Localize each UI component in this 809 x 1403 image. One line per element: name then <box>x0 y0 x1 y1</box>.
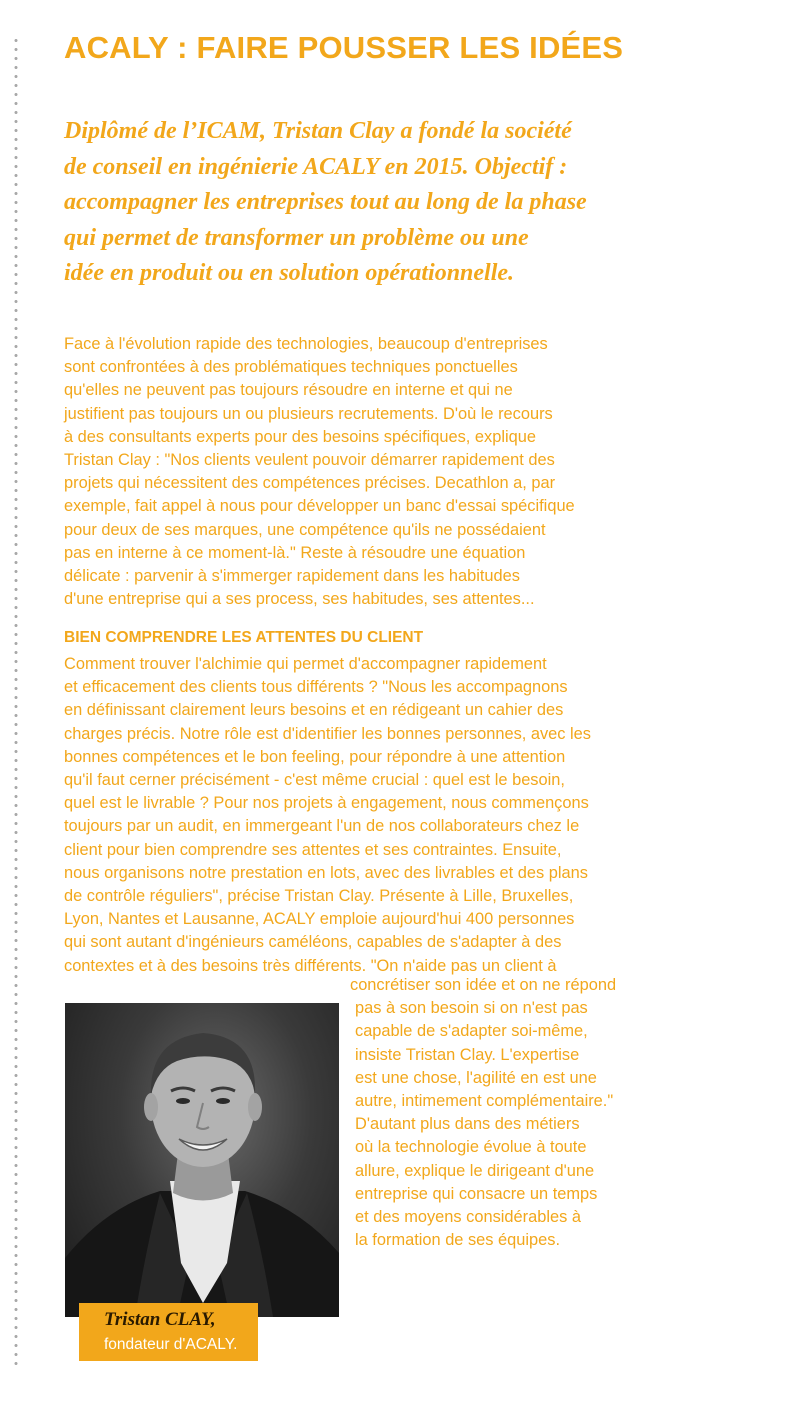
text-line: délicate : parvenir à s'immerger rapidement dans les habitudes <box>64 567 520 586</box>
text-line: charges précis. Notre rôle est d'identifier les bonnes personnes, avec les <box>64 724 591 743</box>
article-title: ACALY : FAIRE POUSSER LES IDÉES <box>64 30 624 65</box>
text-line: d'une entreprise qui a ses process, ses habitudes, ses attentes... <box>64 590 535 609</box>
text-line: qu'il faut cerner précisément - c'est même crucial : quel est le besoin, <box>64 771 565 790</box>
article-intro <box>64 114 684 292</box>
portrait-illustration <box>65 1003 339 1317</box>
text-line: allure, explique le dirigeant d'une <box>355 1161 595 1180</box>
text-line: client pour bien comprendre ses attentes et ses contraintes. Ensuite, <box>64 840 562 859</box>
text-line: Lyon, Nantes et Lausanne, ACALY emploie aujourd'hui 400 personnes <box>64 910 575 929</box>
page-footer-cropped <box>500 1393 800 1403</box>
section-subheading: BIEN COMPRENDRE LES ATTENTES DU CLIENT <box>64 629 424 646</box>
text-line: D'autant plus dans des métiers <box>355 1115 580 1134</box>
text-line: toujours par un audit, en immergeant l'un de nos collaborateurs chez le <box>64 817 580 836</box>
text-line: en définissant clairement leurs besoins et en rédigeant un cahier des <box>64 701 564 720</box>
text-line: capable de s'adapter soi-même, <box>355 1022 588 1041</box>
paragraph-3 <box>350 974 616 1252</box>
intro-line: idée en produit ou en solution opérationnelle. <box>64 260 515 286</box>
paragraph-2 <box>64 653 591 978</box>
caption-name: Tristan CLAY, <box>104 1309 216 1330</box>
text-line: qui sont autant d'ingénieurs caméléons, capables de s'adapter à des <box>64 933 562 952</box>
text-line: à des consultants experts pour des besoins spécifiques, explique <box>64 427 536 446</box>
intro-line: qui permet de transformer un problème ou une <box>64 224 529 251</box>
text-line: de contrôle réguliers", précise Tristan Clay. Présente à Lille, Bruxelles, <box>64 887 574 906</box>
text-line: contextes et à des besoins très différents. "On n'aide pas un client à <box>64 956 557 975</box>
intro-line: accompagner les entreprises tout au long de la phase <box>64 189 587 215</box>
text-line: Face à l'évolution rapide des technologies, beaucoup d'entreprises <box>64 335 548 353</box>
intro-line: de conseil en ingénierie ACALY en 2015. Objectif : <box>64 153 568 180</box>
intro-line: Diplômé de l’ICAM, Tristan Clay a fondé la société <box>64 118 572 144</box>
text-line: Comment trouver l'alchimie qui permet d'accompagner rapidement <box>64 655 547 673</box>
text-line: et des moyens considérables à <box>355 1208 581 1227</box>
text-line: concrétiser son idée et on ne répond <box>350 976 617 994</box>
text-line: autre, intimement complémentaire." <box>355 1092 614 1111</box>
text-line: nous organisons notre prestation en lots, avec des livrables et des plans <box>64 863 588 882</box>
text-line: projets qui nécessitent des compétences précises. Decathlon a, par <box>64 474 556 493</box>
text-line: quel est le livrable ? Pour nos projets à engagement, nous commençons <box>64 794 589 813</box>
text-line: pas à son besoin si on n'est pas <box>355 999 588 1018</box>
portrait-photo <box>65 1003 339 1317</box>
text-line: bonnes compétences et le bon feeling, pour répondre à une attention <box>64 747 566 766</box>
caption-role: fondateur d'ACALY. <box>104 1336 238 1353</box>
text-line: la formation de ses équipes. <box>355 1231 561 1250</box>
text-line: justifient pas toujours un ou plusieurs recrutements. D'où le recours <box>64 404 553 423</box>
text-line: est une chose, l'agilité en est une <box>355 1068 597 1087</box>
text-line: insiste Tristan Clay. L'expertise <box>355 1045 580 1064</box>
text-line: entreprise qui consacre un temps <box>355 1184 598 1203</box>
paragraph-1 <box>64 333 575 611</box>
dotted-margin-rule <box>14 36 18 1366</box>
text-line: sont confrontées à des problématiques techniques ponctuelles <box>64 358 518 377</box>
text-line: exemple, fait appel à nous pour développer un banc d'essai spécifique <box>64 497 575 516</box>
text-line: Tristan Clay : "Nos clients veulent pouvoir démarrer rapidement des <box>64 451 555 470</box>
text-line: où la technologie évolue à toute <box>355 1138 587 1157</box>
text-line: pour deux de ses marques, une compétence qu'ils ne possédaient <box>64 520 546 539</box>
text-line: qu'elles ne peuvent pas toujours résoudre en interne et qui ne <box>64 381 513 400</box>
text-line: pas en interne à ce moment-là." Reste à résoudre une équation <box>64 543 526 562</box>
text-line: et efficacement des clients tous différents ? "Nous les accompagnons <box>64 678 568 697</box>
